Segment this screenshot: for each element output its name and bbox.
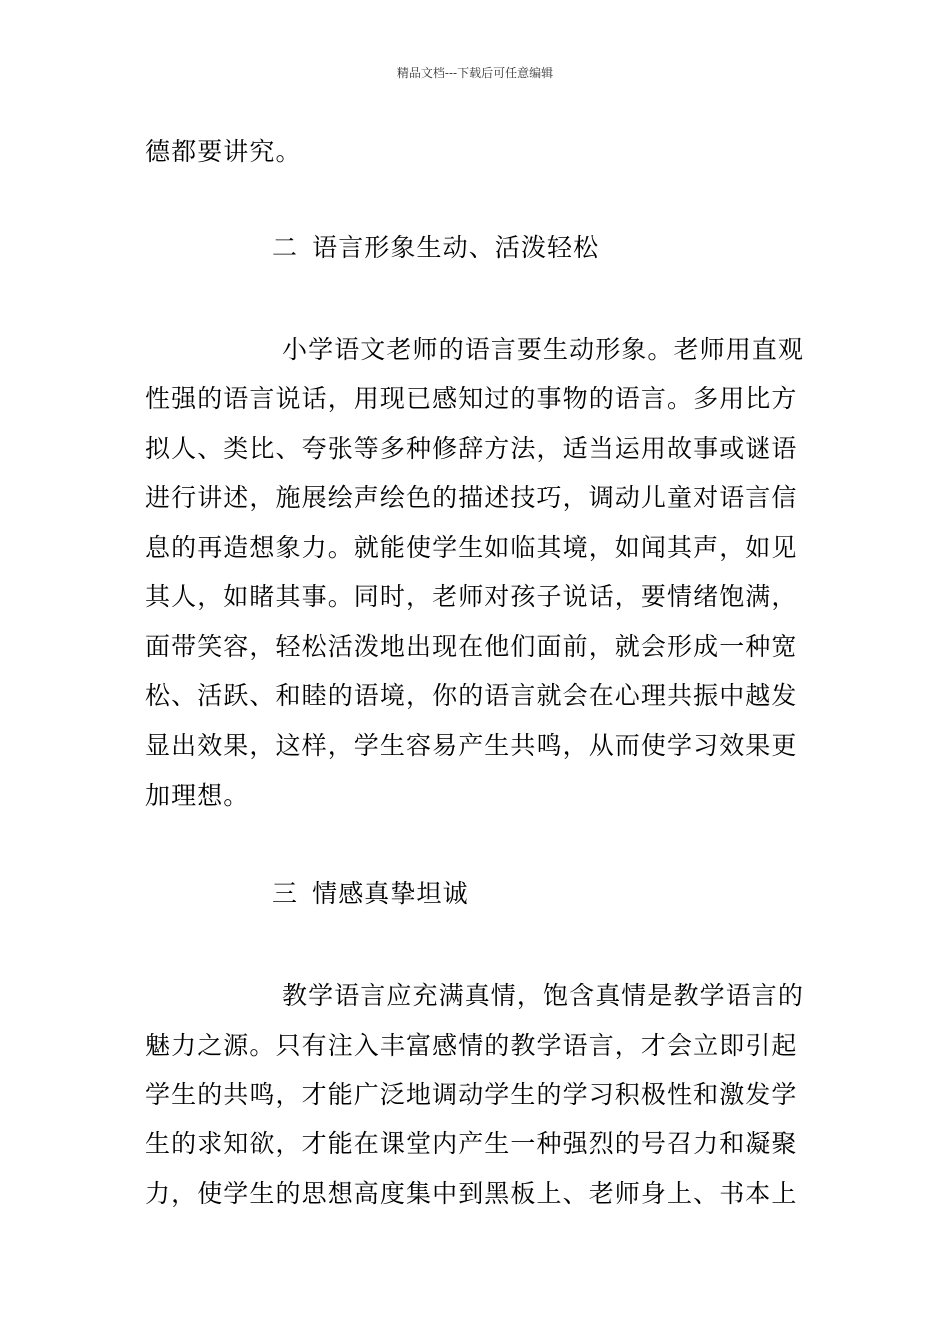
section-2-number: 二 (272, 233, 299, 262)
section-2-line: 面带笑容，轻松活泼地出现在他们面前，就会形成一种宽 (145, 632, 798, 661)
section-2-title: 语言形象生动、活泼轻松 (312, 233, 600, 262)
section-3-title: 情感真挚坦诚 (312, 879, 469, 908)
section-2-line: 性强的语言说话，用现已感知过的事物的语言。多用比方 (145, 384, 798, 413)
intro-line: 德都要讲究。 (145, 137, 302, 166)
section-3-line: 魅力之源。只有注入丰富感情的教学语言，才会立即引起 (145, 1031, 798, 1060)
section-2-line: 进行讲述，施展绘声绘色的描述技巧，调动儿童对语言信 (145, 483, 798, 512)
section-3-line: 教学语言应充满真情，饱含真情是教学语言的 (282, 981, 805, 1010)
section-3-number: 三 (272, 879, 299, 908)
section-3-line: 生的求知欲，才能在课堂内产生一种强烈的号召力和凝聚 (145, 1129, 798, 1158)
section-3-line: 力，使学生的思想高度集中到黑板上、老师身上、书本上 (145, 1179, 798, 1208)
section-2-line: 松、活跃、和睦的语境，你的语言就会在心理共振中越发 (145, 681, 798, 710)
section-2-line: 加理想。 (145, 781, 250, 810)
section-2-line: 拟人、类比、夸张等多种修辞方法，适当运用故事或谜语 (145, 434, 798, 463)
section-2-line: 息的再造想象力。就能使学生如临其境，如闻其声，如见 (145, 533, 798, 562)
section-2-line: 显出效果，这样，学生容易产生共鸣，从而使学习效果更 (145, 731, 798, 760)
section-2-heading (272, 232, 599, 264)
section-2-line: 小学语文老师的语言要生动形象。老师用直观 (282, 335, 805, 364)
section-3-line: 学生的共鸣，才能广泛地调动学生的学习积极性和激发学 (145, 1080, 798, 1109)
section-3-heading (272, 878, 469, 910)
page-header: 精品文档---下载后可任意编辑 (396, 66, 554, 80)
section-2-line: 其人，如睹其事。同时，老师对孩子说话，要情绪饱满， (145, 582, 798, 611)
